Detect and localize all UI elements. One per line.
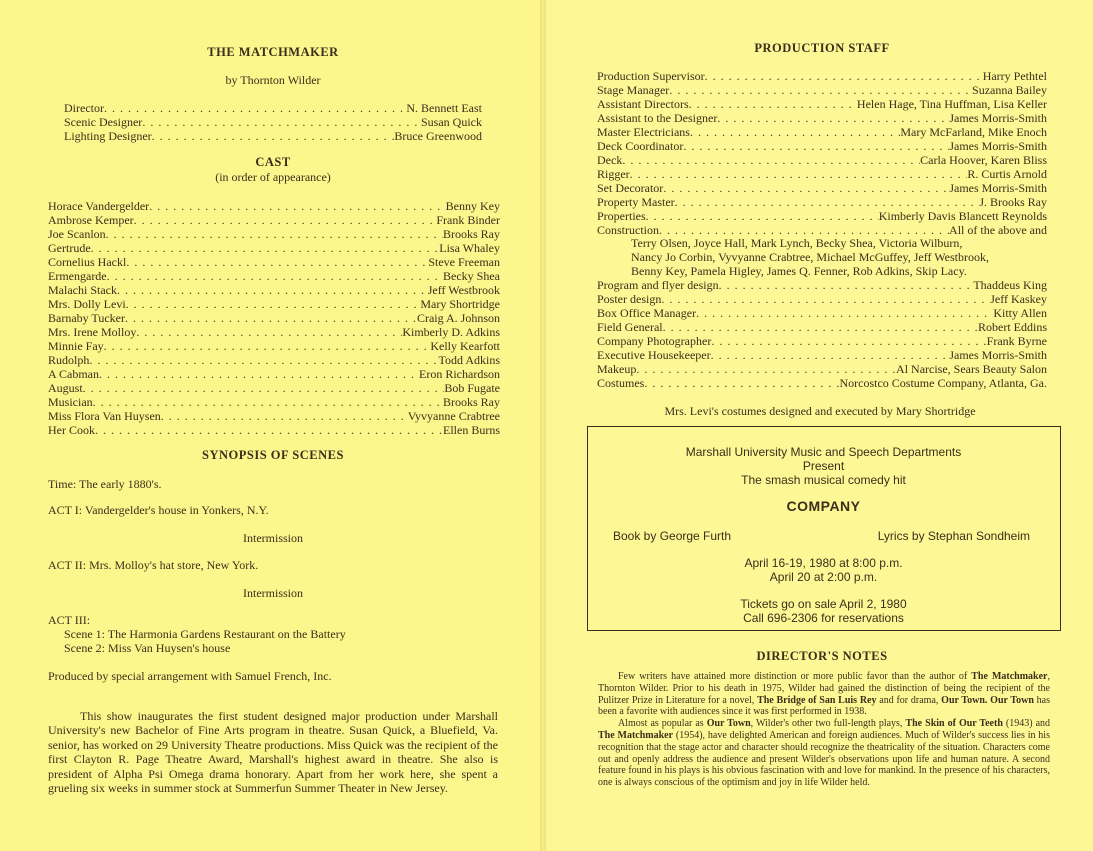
credit-row	[597, 167, 1047, 181]
leader-dots	[117, 283, 428, 297]
leader-dots	[711, 334, 986, 348]
cast-list	[48, 199, 500, 437]
credit-row	[48, 381, 500, 395]
leader-dots	[711, 348, 950, 362]
construction-line: Benny Key, Pamela Higley, James Q. Fenner, Rob Adkins, Skip Lacy.	[631, 264, 967, 278]
credit-role: Deck	[597, 153, 623, 167]
leader-dots	[663, 181, 949, 195]
credit-row	[48, 409, 500, 423]
credit-name: Thaddeus King	[973, 278, 1047, 292]
credit-role: Lighting Designer	[64, 129, 152, 143]
leader-dots	[690, 125, 900, 139]
production-staff-list	[597, 69, 1047, 237]
play-title: THE MATCHMAKER	[207, 45, 339, 59]
ad-tagline: The smash musical comedy hit	[741, 473, 906, 487]
leader-dots	[622, 153, 920, 167]
credit-role: Mrs. Irene Molloy	[48, 325, 137, 339]
ad-dates-evening: April 16-19, 1980 at 8:00 p.m.	[744, 556, 903, 570]
ad-book-credit: Book by George Furth	[613, 529, 732, 543]
credit-row	[597, 320, 1047, 334]
credit-row	[597, 195, 1047, 209]
credit-row	[48, 297, 500, 311]
credit-row	[48, 423, 500, 437]
credit-name: Vyvyanne Crabtree	[407, 409, 500, 423]
leader-dots	[717, 111, 949, 125]
leader-dots	[104, 339, 431, 353]
leader-dots	[125, 311, 417, 325]
credit-name: Mary Shortridge	[420, 297, 500, 311]
leader-dots	[663, 320, 978, 334]
intermission-one: Intermission	[243, 531, 303, 545]
credit-row	[597, 306, 1047, 320]
leader-dots	[99, 367, 419, 381]
credit-name: Craig A. Johnson	[416, 311, 500, 325]
credit-name: James Morris-Smith	[949, 139, 1047, 153]
credit-role: Box Office Manager	[597, 306, 697, 320]
leader-dots	[126, 255, 428, 269]
leader-dots	[136, 325, 402, 339]
credit-role: Rigger	[597, 167, 630, 181]
credit-role: Mrs. Dolly Levi	[48, 297, 126, 311]
ad-lyrics-credit: Lyrics by Stephan Sondheim	[877, 529, 1030, 543]
credit-row	[597, 97, 1047, 111]
credit-role: A Cabman	[48, 367, 99, 381]
credit-role: Malachi Stack	[48, 283, 117, 297]
credit-name: Ellen Burns	[443, 423, 500, 437]
credit-name: Kimberly D. Adkins	[402, 325, 500, 339]
costume-credit: Mrs. Levi's costumes designed and executed by Mary Shortridge	[664, 404, 976, 418]
play-byline: by Thornton Wilder	[225, 73, 321, 87]
credit-row	[48, 395, 500, 409]
credit-row	[48, 255, 500, 269]
credit-row	[597, 278, 1047, 292]
credit-role: Ambrose Kemper	[48, 213, 134, 227]
ad-tickets: Tickets go on sale April 2, 1980	[740, 597, 907, 611]
intermission-two: Intermission	[243, 586, 303, 600]
credit-role: Director	[64, 101, 104, 115]
production-staff-heading: PRODUCTION STAFF	[754, 41, 890, 55]
credit-role: Costumes	[597, 376, 645, 390]
production-staff-list-continued	[597, 278, 1047, 390]
credit-role: Ermengarde	[48, 269, 107, 283]
credit-name: Norcostco Costume Company, Atlanta, Ga.	[839, 376, 1047, 390]
construction-crew	[631, 236, 1051, 278]
credit-row	[597, 83, 1047, 97]
leader-dots	[93, 395, 443, 409]
leader-dots	[161, 409, 408, 423]
credit-name: Steve Freeman	[428, 255, 500, 269]
credit-row	[48, 241, 500, 255]
act-three-scene-two: Scene 2: Miss Van Huysen's house	[64, 641, 231, 655]
act-three-scene-one: Scene 1: The Harmonia Gardens Restaurant on the Battery	[64, 627, 346, 641]
credit-role: Minnie Fay	[48, 339, 104, 353]
credit-row	[48, 339, 500, 353]
credit-row	[48, 353, 500, 367]
credit-name: Todd Adkins	[438, 353, 500, 367]
credit-name: Robert Eddins	[978, 320, 1047, 334]
credit-row	[597, 125, 1047, 139]
leader-dots	[126, 297, 421, 311]
designer-paragraph: This show inaugurates the first student designed major production under Marshall University's new Bachelor of Fine Arts program in theatre. Susan Quick, a Bluefield, Va. senior, has worked on 29 University Theatre productions. Miss Quick was the recipient of the first Clayton R. Page Theatre Award, Marshall's highest award in theatre. She also is president of Alpha Psi Omega drama honorary. Apart from her work here, she spent a grueling six weeks in summer stock at Summerfun Summer Theater in New Jersey.	[48, 709, 498, 796]
credit-role: Construction	[597, 223, 659, 237]
credit-name: All of the above and	[949, 223, 1047, 237]
leader-dots	[646, 209, 879, 223]
credit-role: Scenic Designer	[64, 115, 143, 129]
credit-row	[48, 367, 500, 381]
credit-name: Frank Binder	[436, 213, 500, 227]
credit-name: James Morris-Smith	[949, 181, 1047, 195]
ad-presenter: Marshall University Music and Speech Departments	[685, 445, 962, 459]
credit-row	[597, 69, 1047, 83]
leader-dots	[705, 69, 983, 83]
credit-role: Musician	[48, 395, 93, 409]
credit-name: Brooks Ray	[443, 227, 500, 241]
credit-name: Bob Fugate	[444, 381, 500, 395]
credit-name: Kelly Kearfott	[430, 339, 500, 353]
leader-dots	[719, 278, 974, 292]
credit-role: Poster design	[597, 292, 662, 306]
synopsis-heading: SYNOPSIS OF SCENES	[202, 448, 344, 462]
credit-name: Suzanna Bailey	[972, 83, 1047, 97]
produced-by-note: Produced by special arrangement with Samuel French, Inc.	[48, 669, 332, 683]
credit-name: N. Bennett East	[406, 101, 482, 115]
leader-dots	[106, 227, 443, 241]
credit-role: Program and flyer design	[597, 278, 719, 292]
leader-dots	[696, 306, 993, 320]
directors-notes-heading: DIRECTOR'S NOTES	[756, 649, 888, 663]
credit-name: Carla Hoover, Karen Bliss	[920, 153, 1047, 167]
credit-name: Mary McFarland, Mike Enoch	[900, 125, 1047, 139]
credit-row	[597, 181, 1047, 195]
credit-name: Frank Byrne	[986, 334, 1047, 348]
leader-dots	[636, 362, 896, 376]
leader-dots	[89, 353, 438, 367]
credit-name: Jeff Westbrook	[427, 283, 500, 297]
credit-row	[48, 213, 500, 227]
credit-row	[48, 269, 500, 283]
credit-row	[48, 311, 500, 325]
credit-role: Deck Coordinator	[597, 139, 684, 153]
synopsis-time: Time: The early 1880's.	[48, 477, 162, 491]
credit-name: Harry Pethtel	[982, 69, 1047, 83]
ad-dates-matinee: April 20 at 2:00 p.m.	[769, 570, 878, 584]
leader-dots	[149, 199, 445, 213]
leader-dots	[630, 167, 968, 181]
credit-name: Al Narcise, Sears Beauty Salon	[896, 362, 1047, 376]
credit-row	[597, 348, 1047, 362]
credit-row	[597, 292, 1047, 306]
credit-row	[597, 334, 1047, 348]
credit-role: Field General	[597, 320, 663, 334]
leader-dots	[689, 97, 857, 111]
credit-role: Stage Manager	[597, 83, 670, 97]
credit-row	[597, 223, 1047, 237]
directors-notes	[598, 671, 1050, 789]
act-one: ACT I: Vandergelder's house in Yonkers, N.Y.	[48, 503, 269, 517]
leader-dots	[659, 223, 949, 237]
credit-role: Executive Housekeeper	[597, 348, 711, 362]
credit-row	[597, 376, 1047, 390]
credit-role: Cornelius Hackl	[48, 255, 127, 269]
act-two: ACT II: Mrs. Molloy's hat store, New York.	[48, 558, 259, 572]
credit-row	[48, 199, 500, 213]
credit-row	[64, 115, 482, 129]
leader-dots	[134, 213, 437, 227]
cast-subheading: (in order of appearance)	[215, 170, 331, 184]
credit-row	[597, 139, 1047, 153]
credit-role: Company Photographer	[597, 334, 712, 348]
leader-dots	[669, 83, 972, 97]
credit-role: Property Master	[597, 195, 675, 209]
credit-row	[48, 227, 500, 241]
leader-dots	[95, 423, 443, 437]
credit-role: Makeup	[597, 362, 637, 376]
credit-name: Kitty Allen	[993, 306, 1047, 320]
credit-row	[64, 101, 482, 115]
credit-name: Helen Hage, Tina Huffman, Lisa Keller	[856, 97, 1047, 111]
page-fold	[540, 0, 546, 851]
notes-paragraph-two: Almost as popular as Our Town, Wilder's other two full-length plays, The Skin of Our Teeth (1943) and The Matchmaker (1954), have delighted American and foreign audiences. Much of Wilder's success lies in his recognition that the stage actor and character should recognize the theatricality of the situation. Characters come out and openly address the audience and present Wilder's observations upon life and human nature. A second feature found in his plays is his obvious fascination with and love for mankind. In the presence of his characters, one is always conscious of the optimism and joy in life Wilder held.	[598, 718, 1051, 789]
credit-role: Set Decorator	[597, 181, 664, 195]
credit-row	[597, 209, 1047, 223]
credit-row	[64, 129, 482, 143]
credit-role: Miss Flora Van Huysen	[48, 409, 161, 423]
leader-dots	[91, 241, 440, 255]
leader-dots	[152, 129, 395, 143]
credit-role: Joe Scanlon	[48, 227, 106, 241]
credit-name: J. Brooks Ray	[979, 195, 1047, 209]
leader-dots	[83, 381, 445, 395]
notes-paragraph-one: Few writers have attained more distinction or more public favor than the author of The Matchmaker, Thornton Wilder. Prior to his death in 1975, Wilder had gained the distinction of being the recipient of the Pulitzer Prize in Literature for a novel, The Bridge of San Luis Rey and for drama, Our Town. Our Town has been a favorite with audiences since it was first performed in 1938.	[598, 671, 1050, 718]
credit-row	[597, 153, 1047, 167]
credit-name: Eron Richardson	[419, 367, 500, 381]
leader-dots	[644, 376, 839, 390]
leader-dots	[107, 269, 443, 283]
credit-role: Gertrude	[48, 241, 91, 255]
credit-row	[48, 283, 500, 297]
leader-dots	[104, 101, 406, 115]
credit-row	[597, 362, 1047, 376]
leader-dots	[661, 292, 990, 306]
credit-row	[597, 111, 1047, 125]
credit-role: Assistant Directors	[597, 97, 689, 111]
credit-name: Brooks Ray	[443, 395, 500, 409]
leader-dots	[142, 115, 421, 129]
credit-name: Bruce Greenwood	[394, 129, 482, 143]
credit-name: R. Curtis Arnold	[967, 167, 1047, 181]
credit-role: Assistant to the Designer	[597, 111, 718, 125]
company-advertisement	[587, 426, 1061, 631]
credit-role: Her Cook	[48, 423, 95, 437]
credits-list	[64, 101, 482, 143]
construction-line: Terry Olsen, Joyce Hall, Mark Lynch, Becky Shea, Victoria Wilburn,	[631, 236, 963, 250]
credit-role: August	[48, 381, 83, 395]
credit-role: Rudolph	[48, 353, 90, 367]
cast-heading: CAST	[255, 155, 291, 169]
credit-name: Jeff Kaskey	[990, 292, 1047, 306]
credit-name: Benny Key	[445, 199, 500, 213]
credit-role: Barnaby Tucker	[48, 311, 125, 325]
credit-name: James Morris-Smith	[949, 111, 1047, 125]
construction-line: Nancy Jo Corbin, Vyvyanne Crabtree, Michael McGuffey, Jeff Westbrook,	[631, 250, 989, 264]
credit-role: Production Supervisor	[597, 69, 705, 83]
ad-show-title: COMPANY	[786, 498, 861, 514]
leader-dots	[683, 139, 949, 153]
credit-role: Properties	[597, 209, 646, 223]
ad-present: Present	[802, 459, 845, 473]
credit-role: Master Electricians	[597, 125, 690, 139]
credit-name: Susan Quick	[421, 115, 482, 129]
credit-row	[48, 325, 500, 339]
credit-role: Horace Vandergelder	[48, 199, 150, 213]
credit-name: Lisa Whaley	[439, 241, 500, 255]
credit-name: Kimberly Davis Blancett Reynolds	[878, 209, 1047, 223]
credit-name: Becky Shea	[443, 269, 500, 283]
ad-reservations: Call 696-2306 for reservations	[743, 611, 904, 625]
credit-name: James Morris-Smith	[949, 348, 1047, 362]
leader-dots	[675, 195, 980, 209]
act-three: ACT III:	[48, 613, 91, 627]
